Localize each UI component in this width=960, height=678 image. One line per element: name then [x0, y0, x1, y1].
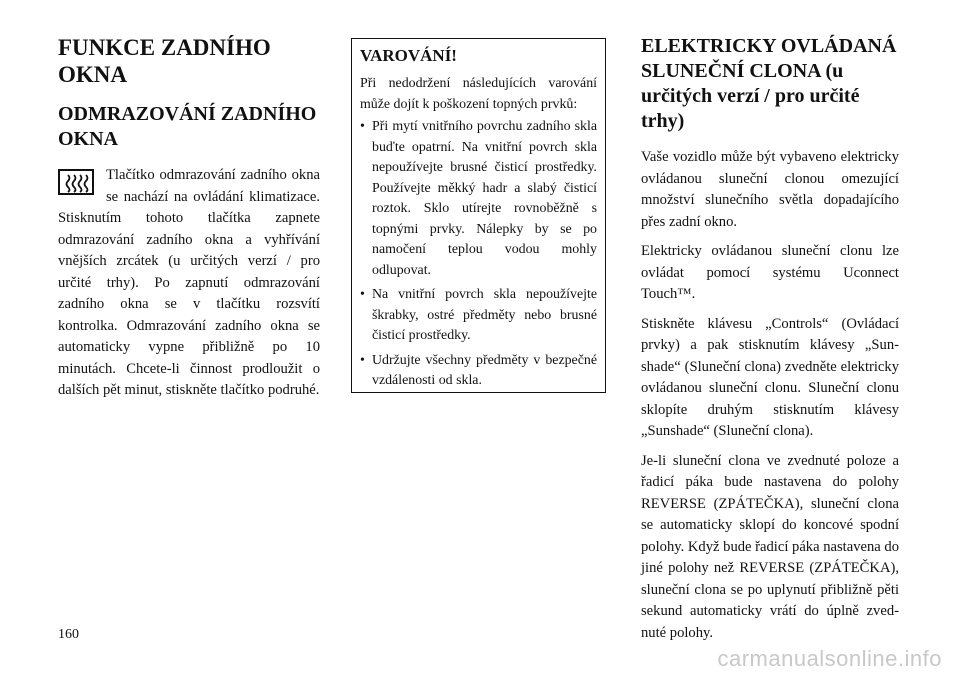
warning-intro: Při nedodržení následujících varování může dojít k poškození topných prvků: [360, 76, 597, 112]
warning-item: • Na vnitřní povrch skla nepoužívejte škrabky, ostré předměty nebo brusné čisticí prostředky. [360, 285, 597, 347]
warning-item: • Při mytí vnitřního povrchu zadního skla buďte opatrní. Na vnitřní povrch skla nepoužívejte brusné čisticí prostředky. Používejte měkký hadr a slabý čisticí roztok. Sklo utírejte rovnoběžně s topnými prvky. Nálepky by se po namočení teplou vodou mohly odlupovat. [360, 117, 597, 281]
right-column [641, 34, 899, 652]
defrost-paragraph: Tlačítko odmrazování zadního okna se nachází na ovládání klimatizace. Stisknutím tohoto tlačítka zapnete odmrazování zadního okna a vyhřívání vnějších zrcátek (u určitých verzí / pro určité trhy). Po zapnutí odmrazování zadního okna se v tlačítku rozsvítí kontrolka. Odmrazování zadního okna se automaticky vypne přibližně po 10 minutách. Chcete-li činnost prodloužit o dalších pět minut, stiskněte tlačítko podruhé. [58, 167, 320, 398]
warning-box [351, 38, 606, 393]
sunshade-heading: ELEKTRICKY OVLÁDANÁ SLUNEČNÍ CLONA (u určitých verzí / pro určité trhy) [641, 35, 897, 132]
sunshade-paragraph: Elektricky ovládanou sluneční clonu lze ovládat pomocí systému Uconnect Touch™. [641, 243, 899, 302]
sunshade-paragraph: Vaše vozidlo může být vybaveno elektricky ovládanou sluneční clonou omezující množství slunečního světla dopadajícího přes zadní okno. [641, 149, 899, 230]
warning-title: VAROVÁNÍ! [360, 46, 457, 65]
sunshade-paragraph: Je-li sluneční clona ve zvednuté poloze a řadicí páka bude nastavena do polohy REVERSE (ZPÁTEČKA), sluneční clona se automaticky sklopí do koncové spodní polohy. Když bude řadicí páka nastavena do jiné polohy než REVERSE (ZPÁTEČKA), sluneční clona se po uplynutí přibližně pěti sekund automaticky vrátí do úplně zvednuté polohy. [641, 452, 900, 641]
warning-item: • Udržujte všechny předměty v bezpečné vzdálenosti od skla. [360, 351, 597, 392]
subsection-heading: ODMRAZOVÁNÍ ZADNÍHO OKNA [58, 103, 317, 150]
section-heading: FUNKCE ZADNÍHO OKNA [58, 35, 271, 87]
page-number: 160 [58, 627, 79, 642]
left-column [58, 34, 320, 410]
watermark: carmanualsonline.info [717, 646, 942, 671]
sunshade-paragraph: Stiskněte klávesu „Controls“ (Ovládací prvky) a pak stisknutím klávesy „Sunshade“ (Sluneční clona) zvedněte elektricky ovládanou sluneční clonu. Sluneční clonu sklopíte druhým stisknutím klávesy „Sunshade“ (Sluneční clona). [641, 315, 899, 439]
warning-list [360, 117, 597, 392]
middle-column [351, 38, 606, 393]
rear-defrost-icon [58, 169, 94, 195]
defrost-description [58, 165, 320, 402]
